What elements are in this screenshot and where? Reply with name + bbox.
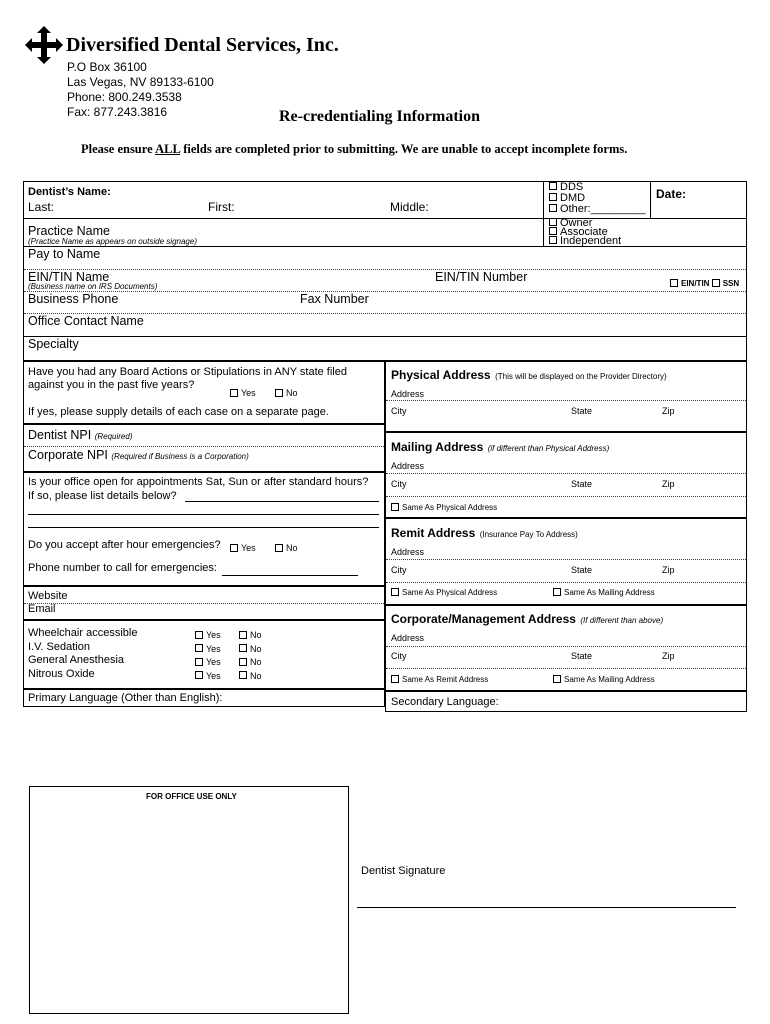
corporate-address-field[interactable]: Address bbox=[391, 633, 425, 643]
secondary-language-field[interactable]: Secondary Language: bbox=[391, 696, 499, 708]
mailing-city-field[interactable]: City bbox=[391, 479, 407, 489]
board-question-line1: Have you had any Board Actions or Stipulations in ANY state filed bbox=[28, 366, 347, 378]
iv-no-checkbox[interactable] bbox=[239, 644, 247, 652]
physical-address-title: Physical Address (This will be displayed on the Provider Directory) bbox=[391, 368, 667, 382]
corporate-zip-field[interactable]: Zip bbox=[662, 651, 675, 661]
company-po-box: P.O Box 36100 bbox=[67, 60, 147, 74]
hours-details-line1[interactable] bbox=[185, 501, 379, 502]
physical-zip-field[interactable]: Zip bbox=[662, 406, 675, 416]
practice-name-note: (Practice Name as appears on outside signage) bbox=[28, 237, 197, 246]
office-use-label: FOR OFFICE USE ONLY bbox=[146, 792, 237, 801]
emergency-phone-label: Phone number to call for emergencies: bbox=[28, 562, 217, 574]
accessibility-no-column: No No No No bbox=[239, 629, 262, 683]
remit-same-mailing-option: Same As Mailing Address bbox=[553, 588, 655, 597]
physical-state-field[interactable]: State bbox=[571, 406, 593, 416]
company-city: Las Vegas, NV 89133-6100 bbox=[67, 75, 214, 89]
mailing-zip-field[interactable]: Zip bbox=[662, 479, 675, 489]
remit-city-field[interactable]: City bbox=[391, 565, 407, 575]
nitrous-no-checkbox[interactable] bbox=[239, 671, 247, 679]
dentist-signature-label: Dentist Signature bbox=[361, 865, 446, 877]
company-logo bbox=[24, 25, 64, 65]
role-options: Owner Associate Independent bbox=[549, 219, 621, 246]
accessibility-list bbox=[28, 627, 137, 681]
iv-sedation-label: I.V. Sedation bbox=[28, 640, 90, 653]
associate-checkbox[interactable] bbox=[549, 227, 557, 235]
corporate-npi-field[interactable]: Corporate NPI (Required if Business is a Corporation) bbox=[28, 448, 249, 462]
dentist-npi-field[interactable]: Dentist NPI (Required) bbox=[28, 428, 133, 442]
corporate-address-title: Corporate/Management Address (If different than above) bbox=[391, 612, 664, 626]
board-details-note: If yes, please supply details of each case on a separate page. bbox=[28, 406, 329, 418]
emergency-no-option: No bbox=[275, 543, 298, 553]
corporate-same-mailing-checkbox[interactable] bbox=[553, 675, 561, 683]
board-question-line2: against you in the past five years? bbox=[28, 379, 195, 391]
mailing-same-physical-option: Same As Physical Address bbox=[391, 503, 497, 512]
hours-details-line3[interactable] bbox=[28, 527, 379, 528]
emergency-no-checkbox[interactable] bbox=[275, 544, 283, 552]
remit-same-mailing-checkbox[interactable] bbox=[553, 588, 561, 596]
ein-tin-checkbox[interactable] bbox=[670, 279, 678, 287]
mailing-address-field[interactable]: Address bbox=[391, 461, 425, 471]
mailing-state-field[interactable]: State bbox=[571, 479, 593, 489]
ein-name-field[interactable]: EIN/TIN Name bbox=[28, 270, 110, 284]
board-yes-checkbox[interactable] bbox=[230, 389, 238, 397]
pay-to-name-field[interactable]: Pay to Name bbox=[28, 247, 101, 261]
board-yes-option: Yes bbox=[230, 388, 256, 398]
corporate-city-field[interactable]: City bbox=[391, 651, 407, 661]
primary-language-field[interactable]: Primary Language (Other than English): bbox=[28, 692, 223, 704]
anesthesia-yes-checkbox[interactable] bbox=[195, 658, 203, 666]
company-name: Diversified Dental Services, Inc. bbox=[66, 34, 339, 56]
emergency-phone-line[interactable] bbox=[222, 575, 358, 576]
physical-address-field[interactable]: Address bbox=[391, 389, 425, 399]
specialty-field[interactable]: Specialty bbox=[28, 337, 79, 351]
ssn-checkbox[interactable] bbox=[712, 279, 720, 287]
wheelchair-yes-checkbox[interactable] bbox=[195, 631, 203, 639]
website-field[interactable]: Website bbox=[28, 590, 68, 602]
mailing-address-title: Mailing Address (if different than Physical Address) bbox=[391, 440, 610, 454]
dmd-checkbox[interactable] bbox=[549, 193, 557, 201]
board-no-option: No bbox=[275, 388, 298, 398]
independent-checkbox[interactable] bbox=[549, 236, 557, 244]
form-title: Re-credentialing Information bbox=[279, 108, 481, 125]
remit-zip-field[interactable]: Zip bbox=[662, 565, 675, 575]
iv-yes-checkbox[interactable] bbox=[195, 644, 203, 652]
last-name-field[interactable]: Last: bbox=[28, 200, 55, 214]
hours-question-line1: Is your office open for appointments Sat, Sun or after standard hours? bbox=[28, 476, 369, 488]
nitrous-yes-checkbox[interactable] bbox=[195, 671, 203, 679]
degree-options: DDS DMD Other:_________ bbox=[549, 182, 646, 215]
practice-name-field[interactable]: Practice Name bbox=[28, 224, 110, 238]
general-anesthesia-label: General Anesthesia bbox=[28, 654, 125, 666]
wheelchair-label: Wheelchair accessible bbox=[28, 627, 138, 639]
corporate-same-mailing-option: Same As Mailing Address bbox=[553, 675, 655, 684]
accessibility-yes-column: Yes Yes Yes Yes bbox=[195, 629, 221, 683]
remit-address-title: Remit Address (Insurance Pay To Address) bbox=[391, 526, 578, 540]
other-degree-checkbox[interactable] bbox=[549, 204, 557, 212]
emergency-yes-checkbox[interactable] bbox=[230, 544, 238, 552]
corporate-same-remit-checkbox[interactable] bbox=[391, 675, 399, 683]
remit-state-field[interactable]: State bbox=[571, 565, 593, 575]
anesthesia-no-checkbox[interactable] bbox=[239, 658, 247, 666]
remit-same-physical-checkbox[interactable] bbox=[391, 588, 399, 596]
ein-ssn-options: EIN/TIN SSN bbox=[670, 279, 739, 288]
corporate-same-remit-option: Same As Remit Address bbox=[391, 675, 488, 684]
wheelchair-no-checkbox[interactable] bbox=[239, 631, 247, 639]
office-use-box bbox=[29, 786, 349, 1014]
emergency-yes-option: Yes bbox=[230, 543, 256, 553]
corporate-state-field[interactable]: State bbox=[571, 651, 593, 661]
company-phone: Phone: 800.249.3538 bbox=[67, 90, 182, 104]
office-contact-field[interactable]: Office Contact Name bbox=[28, 314, 144, 328]
owner-checkbox[interactable] bbox=[549, 218, 557, 226]
remit-same-physical-option: Same As Physical Address bbox=[391, 588, 497, 597]
signature-line[interactable] bbox=[357, 907, 736, 908]
hours-details-line2[interactable] bbox=[28, 514, 379, 515]
middle-name-field[interactable]: Middle: bbox=[390, 200, 429, 214]
hours-question-line2: If so, please list details below? bbox=[28, 490, 177, 502]
mailing-same-physical-checkbox[interactable] bbox=[391, 503, 399, 511]
ein-name-note: (Business name on IRS Documents) bbox=[28, 282, 158, 291]
company-fax: Fax: 877.243.3816 bbox=[67, 105, 168, 119]
first-name-field[interactable]: First: bbox=[208, 200, 235, 214]
fax-number-field[interactable]: Fax Number bbox=[300, 292, 369, 306]
dds-checkbox[interactable] bbox=[549, 182, 557, 190]
business-phone-field[interactable]: Business Phone bbox=[28, 292, 119, 306]
date-field[interactable]: Date: bbox=[656, 187, 687, 201]
dentist-name-label: Dentist’s Name: bbox=[28, 186, 111, 198]
board-no-checkbox[interactable] bbox=[275, 389, 283, 397]
physical-city-field[interactable]: City bbox=[391, 406, 407, 416]
nitrous-oxide-label: Nitrous Oxide bbox=[28, 667, 95, 680]
remit-address-field[interactable]: Address bbox=[391, 547, 425, 557]
emergency-question: Do you accept after hour emergencies? bbox=[28, 539, 221, 551]
completion-notice: Please ensure ALL fields are completed prior to submitting. We are unable to accept incomplete forms. bbox=[81, 142, 628, 156]
email-field[interactable]: Email bbox=[28, 603, 56, 615]
ein-number-field[interactable]: EIN/TIN Number bbox=[435, 270, 528, 284]
